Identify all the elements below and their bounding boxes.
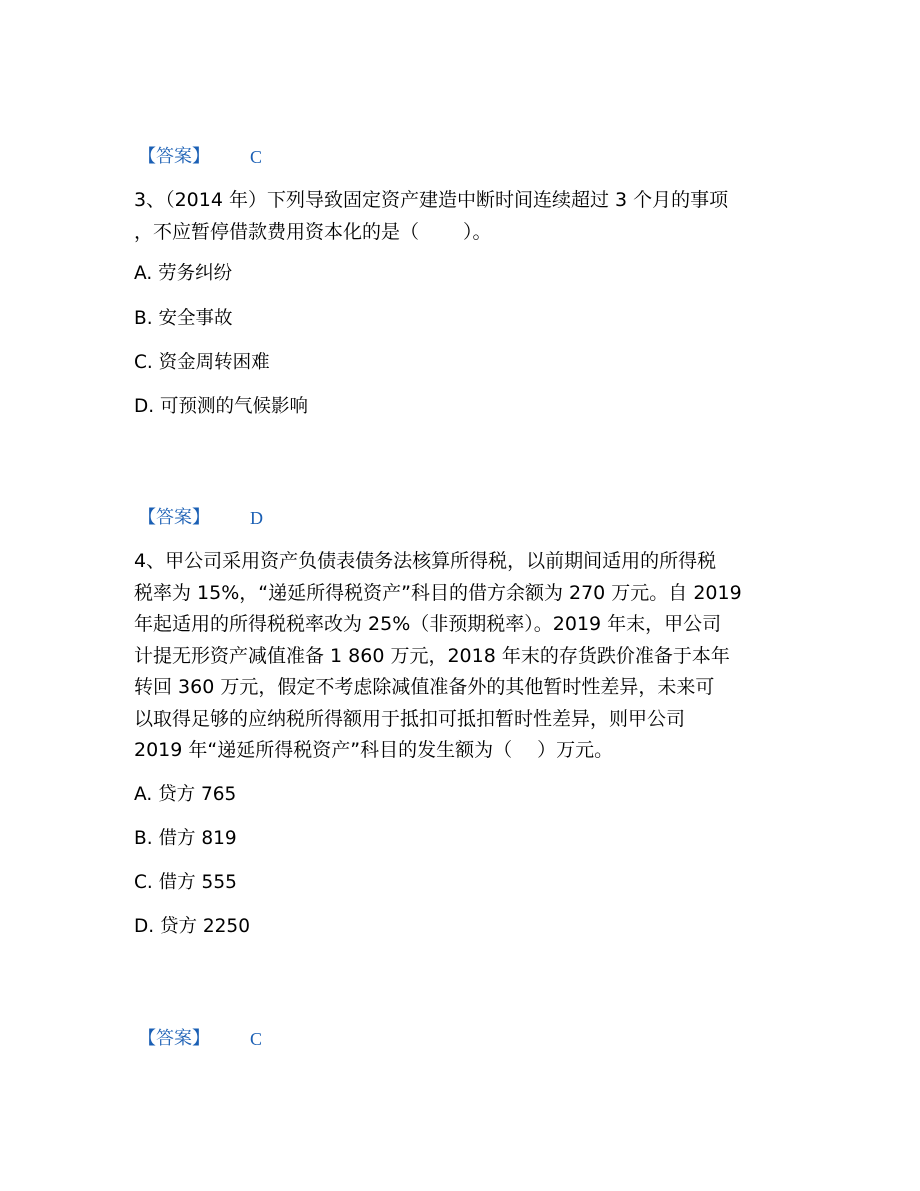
- question-line: 年起适用的所得税税率改为 25%（非预期税率）。2019 年末，甲公司: [134, 613, 722, 635]
- question-line: 2019 年“递延所得税资产”科目的发生额为（ ）万元。: [134, 739, 614, 761]
- question-3: [134, 185, 794, 248]
- answer-label: 【答案】: [138, 1028, 210, 1049]
- question-line: ，不应暂停借款费用资本化的是（ ）。: [134, 220, 492, 243]
- option-a: A. 贷方 765: [134, 784, 237, 805]
- question-line: 计提无形资产减值准备 1 860 万元，2018 年末的存货跌价准备于本年: [134, 644, 730, 667]
- question-line: 转回 360 万元，假定不考虑除减值准备外的其他暂时性差异，未来可: [134, 676, 715, 698]
- answer-line: [138, 506, 263, 530]
- question-line: 4、甲公司采用资产负债表债务法核算所得税，以前期间适用的所得税: [134, 550, 717, 572]
- answer-line: [138, 1027, 263, 1051]
- option-b: B. 安全事故: [134, 308, 233, 329]
- option-b: B. 借方 819: [134, 828, 237, 849]
- option-d: D. 可预测的气候影响: [134, 396, 309, 417]
- answer-line: [138, 145, 263, 169]
- option-a: A. 劳务纠纷: [134, 263, 233, 284]
- answer-label: 【答案】: [138, 507, 210, 528]
- answer-value: C: [250, 1029, 263, 1049]
- answer-value: C: [250, 147, 263, 167]
- option-c: C. 借方 555: [134, 872, 237, 893]
- option-d: D. 贷方 2250: [134, 916, 250, 937]
- option-c: C. 资金周转困难: [134, 352, 270, 373]
- question-line: 以取得足够的应纳税所得额用于抵扣可抵扣暂时性差异，则甲公司: [134, 707, 686, 730]
- question-4: [134, 546, 794, 767]
- answer-value: D: [250, 508, 263, 528]
- answer-label: 【答案】: [138, 146, 210, 167]
- question-line: 3、（2014 年）下列导致固定资产建造中断时间连续超过 3 个月的事项: [134, 189, 729, 211]
- question-line: 税率为 15%，“递延所得税资产”科目的借方余额为 270 万元。自 2019: [134, 581, 742, 604]
